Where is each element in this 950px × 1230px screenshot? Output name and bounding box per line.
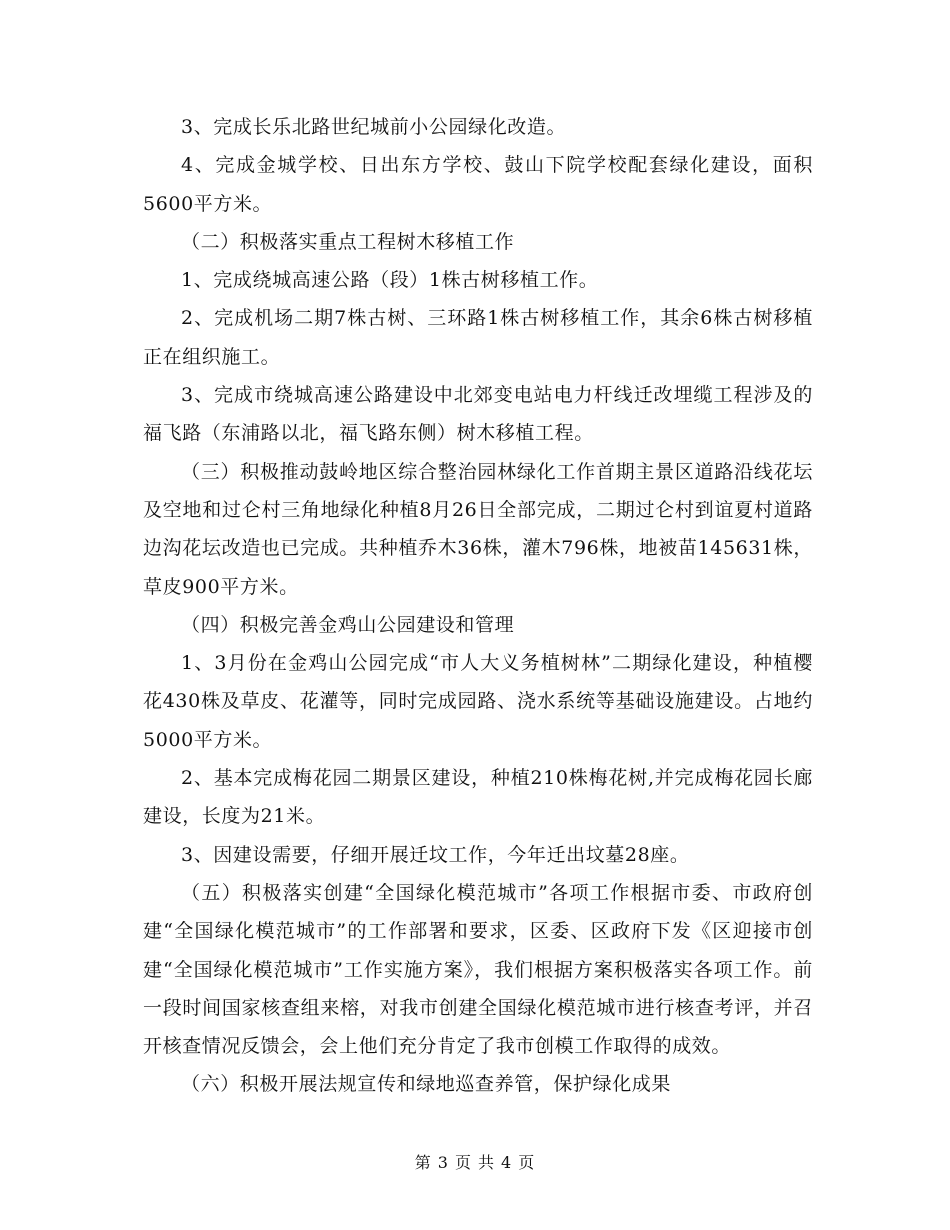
paragraph-1: 3、完成长乐北路世纪城前小公园绿化改造。 — [181, 116, 567, 138]
section-heading-4: （四）积极完善金鸡山公园建设和管理 — [181, 613, 515, 636]
section-heading-2: （二）积极落实重点工程树木移植工作 — [181, 230, 515, 253]
current-page-number: 3 — [437, 1153, 449, 1172]
page-label-suffix: 页 — [518, 1153, 536, 1172]
paragraph-2: 4、完成金城学校、日出东方学校、鼓山下院学校配套绿化建设，面积5600平方米。 — [143, 154, 813, 215]
document-body — [143, 108, 813, 1104]
paragraph-8: 3、因建设需要，仔细开展迁坟工作，今年迁出坟墓28座。 — [181, 843, 690, 866]
section-heading-6: （六）积极开展法规宣传和绿地巡查养管，保护绿化成果 — [181, 1073, 672, 1096]
total-pages-number: 4 — [501, 1153, 513, 1172]
paragraph-6: 1、3月份在金鸡山公园完成“市人大义务植树林”二期绿化建设，种植樱花430株及草皮、花灌等，同时完成园路、浇水系统等基础设施建设。占地约5000平方米。 — [143, 652, 813, 751]
page-footer — [0, 1150, 950, 1173]
page-label-mid: 页 共 — [454, 1153, 496, 1172]
paragraph-4: 2、完成机场二期7株古树、三环路1株古树移植工作，其余6株古树移植正在组织施工。 — [143, 307, 813, 368]
paragraph-5: 3、完成市绕城高速公路建设中北郊变电站电力杆线迁改埋缆工程涉及的福飞路（东浦路以北，福飞路东侧）树木移植工程。 — [143, 384, 813, 445]
paragraph-7: 2、基本完成梅花园二期景区建设，种植210株梅花树,并完成梅花园长廊建设，长度为21米。 — [143, 767, 813, 828]
page-label-prefix: 第 — [414, 1153, 432, 1172]
paragraph-3: 1、完成绕城高速公路（段）1株古树移植工作。 — [181, 269, 599, 292]
section-5-paragraph: （五）积极落实创建“全国绿化模范城市”各项工作根据市委、市政府创建“全国绿化模范城市”的工作部署和要求，区委、区政府下发《区迎接市创建“全国绿化模范城市”工作实施方案》，我们根据方案积极落实各项工作。前一段时间国家核查组来榕，对我市创建全国绿化模范城市进行核查考评，并召开核查情况反馈会，会上他们充分肯定了我市创模工作取得的成效。 — [143, 881, 813, 1058]
section-3-paragraph: （三）积极推动鼓岭地区综合整治园林绿化工作首期主景区道路沿线花坛及空地和过仑村三角地绿化种植8月26日全部完成，二期过仑村到谊夏村道路边沟花坛改造也已完成。共种植乔木36株，灌木796株，地被苗145631株，草皮900平方米。 — [143, 460, 813, 598]
